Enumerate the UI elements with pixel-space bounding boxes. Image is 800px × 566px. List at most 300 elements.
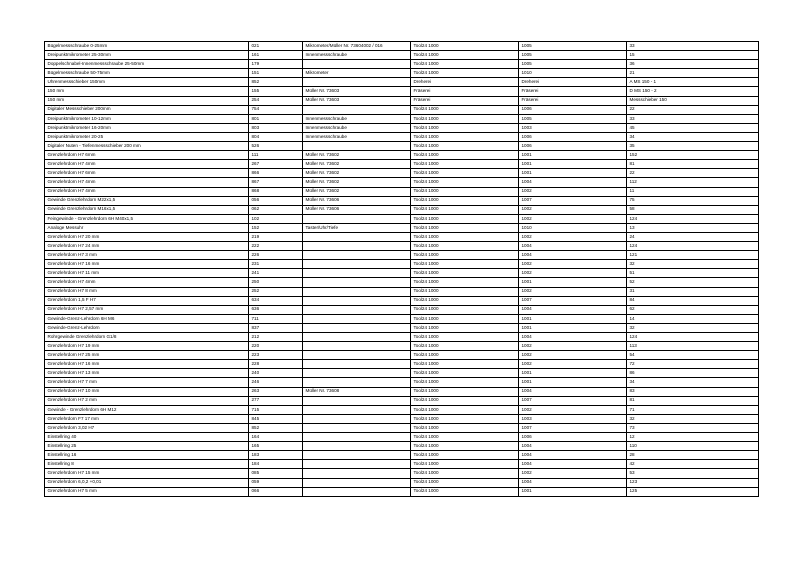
table-cell: 267 (249, 160, 303, 169)
table-cell: 1001 (519, 169, 627, 178)
table-cell: Müller Nr. 73603 (303, 87, 411, 96)
table-cell: 1001 (519, 314, 627, 323)
table-cell (303, 60, 411, 69)
table-cell (303, 278, 411, 287)
table-cell: 72 (627, 360, 759, 369)
table-cell: Innenmessschraube (303, 123, 411, 132)
table-cell: 1005 (519, 60, 627, 69)
table-cell: Grenzlehrdorn 6,0,2 +0,01 (45, 478, 249, 487)
table-row (45, 451, 759, 460)
table-cell: 263 (249, 387, 303, 396)
table-cell: Tool24 1000 (411, 414, 519, 423)
table-cell: 42 (627, 460, 759, 469)
table-cell: 151 (249, 69, 303, 78)
table-cell: 21 (627, 69, 759, 78)
table-cell: 1003 (519, 414, 627, 423)
table-cell: Einstellring 8 (45, 460, 249, 469)
table-cell: 837 (249, 323, 303, 332)
table-cell: 184 (249, 460, 303, 469)
table-cell: Fräserei (519, 96, 627, 105)
table-cell: 1002 (519, 342, 627, 351)
table-cell: 085 (249, 469, 303, 478)
table-cell: Fräserei (411, 96, 519, 105)
table-cell: 110 (627, 442, 759, 451)
table-cell: 231 (249, 260, 303, 269)
table-cell: 1006 (519, 132, 627, 141)
table-cell: 867 (249, 178, 303, 187)
table-cell: Bügelmessschraube 0-25mm (45, 42, 249, 51)
table-row (45, 314, 759, 323)
table-cell: Grenzlehrdorn H7 10 mm (45, 387, 249, 396)
table-cell: 212 (249, 333, 303, 342)
table-cell: 75 (627, 196, 759, 205)
table-cell: 1001 (519, 151, 627, 160)
table-cell: 51 (627, 269, 759, 278)
table-cell (303, 478, 411, 487)
table-cell (303, 460, 411, 469)
table-cell: 226 (249, 251, 303, 260)
table-cell: Müller Nr. 73602 (303, 187, 411, 196)
table-cell: 1005 (519, 42, 627, 51)
table-cell: Dreipunktmikrometer 16-20mm (45, 123, 249, 132)
table-cell: Tool24 1000 (411, 396, 519, 405)
table-cell: Tool24 1000 (411, 42, 519, 51)
table-cell: 526 (249, 142, 303, 151)
table-cell (303, 414, 411, 423)
table-cell: 36 (627, 60, 759, 69)
table-cell: 1006 (519, 142, 627, 151)
table-cell (303, 305, 411, 314)
table-cell: 22 (627, 169, 759, 178)
table-cell: Innenmessschraube (303, 51, 411, 60)
table-cell: 1010 (519, 69, 627, 78)
measuring-tools-table (44, 41, 759, 497)
table-cell: Digitaler Messschieber 200mm (45, 105, 249, 114)
table-row (45, 196, 759, 205)
table-cell: Grenzlehrdorn H7 4mm (45, 160, 249, 169)
table-row (45, 151, 759, 160)
table-cell: Mikrometer/Müller Nr. 73604002 / 016 (303, 42, 411, 51)
table-cell: 150 mm (45, 87, 249, 96)
table-cell: 33 (627, 114, 759, 123)
table-row (45, 242, 759, 251)
table-cell: 1001 (519, 369, 627, 378)
table-cell: 711 (249, 314, 303, 323)
table-cell: Rohrgewinde Grenzlehrdorn G1/8 (45, 333, 249, 342)
table-row (45, 442, 759, 451)
table-cell: Grenzlehrdorn H7 6mm (45, 169, 249, 178)
table-cell: 1002 (519, 405, 627, 414)
table-cell (303, 232, 411, 241)
table-row (45, 433, 759, 442)
table-cell: 715 (249, 405, 303, 414)
table-cell (303, 214, 411, 223)
table-cell: Grenzlehrdorn H7 16 mm (45, 360, 249, 369)
table-cell: 1010 (519, 223, 627, 232)
table-cell: 1001 (519, 378, 627, 387)
table-cell: 32 (627, 414, 759, 423)
table-cell: Tool24 1000 (411, 251, 519, 260)
table-cell: Tool24 1000 (411, 260, 519, 269)
table-row (45, 78, 759, 87)
table-cell: 1002 (519, 287, 627, 296)
table-cell: 1007 (519, 196, 627, 205)
table-cell: 1001 (519, 160, 627, 169)
table-cell: Messschieber 150 (627, 96, 759, 105)
table-cell (303, 296, 411, 305)
table-cell: 1002 (519, 269, 627, 278)
table-cell: 121 (627, 251, 759, 260)
table-cell: Gewinde-Grenz-Lehrdorn (45, 323, 249, 332)
table-cell: Innenmessschraube (303, 132, 411, 141)
table-cell: Tool24 1000 (411, 423, 519, 432)
table-cell: 1001 (519, 487, 627, 496)
table-cell: 1002 (519, 260, 627, 269)
table-body (45, 42, 759, 497)
table-row (45, 132, 759, 141)
table-cell: 1003 (519, 123, 627, 132)
table-cell: 852 (249, 78, 303, 87)
table-cell: 35 (627, 142, 759, 151)
table-cell: 165 (249, 442, 303, 451)
table-row (45, 187, 759, 196)
table-cell: Tool24 1000 (411, 205, 519, 214)
table-cell: 155 (249, 87, 303, 96)
table-cell: Grenzlehrdorn H7 20 mm (45, 232, 249, 241)
table-row (45, 205, 759, 214)
table-cell (303, 487, 411, 496)
table-row (45, 369, 759, 378)
table-row (45, 351, 759, 360)
table-cell: 125 (627, 487, 759, 496)
table-cell: 223 (249, 351, 303, 360)
table-cell: 28 (627, 451, 759, 460)
table-row (45, 105, 759, 114)
table-cell: 803 (249, 123, 303, 132)
table-row (45, 460, 759, 469)
table-cell: 1002 (519, 351, 627, 360)
table-cell: Bügelmessschraube 50-75mm (45, 69, 249, 78)
table-cell: 056 (249, 196, 303, 205)
table-cell: 1004 (519, 387, 627, 396)
table-cell: Tool24 1000 (411, 487, 519, 496)
table-cell: Gewinde Grenzlehrdorn M22x1,5 (45, 196, 249, 205)
table-cell: Tool24 1000 (411, 369, 519, 378)
table-cell: Einstellring 25 (45, 442, 249, 451)
table-cell: D MS 150 - 2 (627, 87, 759, 96)
table-cell: 58 (627, 205, 759, 214)
table-cell (303, 396, 411, 405)
table-cell: 1007 (519, 396, 627, 405)
table-cell (303, 423, 411, 432)
table-cell: Tool24 1000 (411, 151, 519, 160)
table-cell: Grenzlehrdorn 3,02 H7 (45, 423, 249, 432)
table-cell (303, 342, 411, 351)
table-row (45, 96, 759, 105)
table-cell: 124 (627, 242, 759, 251)
table-cell: 34 (627, 378, 759, 387)
table-cell: Grenzlehrdorn H7 24 mm (45, 242, 249, 251)
table-cell: 277 (249, 396, 303, 405)
table-row (45, 178, 759, 187)
table-cell: Grenzlehrdorn 1,5 F H7 (45, 296, 249, 305)
table-cell: 124 (627, 214, 759, 223)
table-cell: 31 (627, 287, 759, 296)
table-row (45, 69, 759, 78)
table-row (45, 123, 759, 132)
table-cell: 1006 (519, 433, 627, 442)
table-container (44, 41, 758, 497)
table-row (45, 114, 759, 123)
table-cell: 164 (249, 433, 303, 442)
table-cell: 1005 (519, 114, 627, 123)
table-row (45, 287, 759, 296)
table-cell: 1002 (519, 469, 627, 478)
table-cell (303, 369, 411, 378)
table-row (45, 169, 759, 178)
table-cell (303, 451, 411, 460)
table-cell: 22 (627, 105, 759, 114)
table-cell: Tool24 1000 (411, 232, 519, 241)
table-cell: Grenzlehrdorn H7 13 mm (45, 369, 249, 378)
table-cell: 52 (627, 278, 759, 287)
table-cell: Dreherei (519, 78, 627, 87)
table-cell: 1002 (519, 214, 627, 223)
table-cell: Müller Nr. 73608 (303, 387, 411, 396)
table-cell: Tool24 1000 (411, 442, 519, 451)
table-cell: 73 (627, 423, 759, 432)
table-cell: 1007 (519, 423, 627, 432)
table-cell: Dreipunktmikrometer 25-30mm (45, 51, 249, 60)
table-row (45, 478, 759, 487)
table-cell: Grenzlehrdorn H7 8 mm (45, 287, 249, 296)
table-cell: Tool24 1000 (411, 278, 519, 287)
table-cell: 111 (249, 151, 303, 160)
table-cell: 1001 (519, 278, 627, 287)
table-cell: Tool24 1000 (411, 123, 519, 132)
table-cell: Tool24 1000 (411, 387, 519, 396)
table-cell: 868 (249, 187, 303, 196)
table-cell: 1004 (519, 442, 627, 451)
table-row (45, 333, 759, 342)
table-cell: Gewinde-Grenz-Lehrdorn 6H M6 (45, 314, 249, 323)
table-cell: 1007 (519, 296, 627, 305)
table-cell: Tool24 1000 (411, 160, 519, 169)
table-cell: 14 (627, 314, 759, 323)
table-row (45, 423, 759, 432)
table-cell: 1004 (519, 478, 627, 487)
table-cell: 81 (627, 396, 759, 405)
table-cell: Dreherei (411, 78, 519, 87)
table-cell: 059 (249, 478, 303, 487)
table-cell: 1004 (519, 333, 627, 342)
table-cell: 804 (249, 132, 303, 141)
table-cell: 152 (249, 223, 303, 232)
table-cell: Feingewinde - Grenzlehrdorn 6H M40x1,5 (45, 214, 249, 223)
table-cell: 183 (249, 451, 303, 460)
table-cell: Mikrometer (303, 69, 411, 78)
table-cell: 852 (249, 423, 303, 432)
table-cell: Uhrenmessschieber 150mm (45, 78, 249, 87)
table-cell: 066 (249, 487, 303, 496)
table-cell: Müller Nr. 73603 (303, 96, 411, 105)
table-cell: Tool24 1000 (411, 214, 519, 223)
table-cell: Grenzlehrdorn H7 3 mm (45, 251, 249, 260)
table-cell: Tool24 1000 (411, 314, 519, 323)
table-cell: Grenzlehrdorn H7 2 mm (45, 396, 249, 405)
table-cell: 240 (249, 369, 303, 378)
table-cell: 113 (627, 342, 759, 351)
table-row (45, 232, 759, 241)
table-row (45, 396, 759, 405)
table-cell: Grenzlehrdorn H7 19 mm (45, 342, 249, 351)
table-cell: 1004 (519, 460, 627, 469)
table-cell: 112 (627, 178, 759, 187)
table-row (45, 378, 759, 387)
table-cell: Tool24 1000 (411, 360, 519, 369)
table-cell (303, 251, 411, 260)
table-cell: 179 (249, 60, 303, 69)
table-cell (303, 469, 411, 478)
table-cell: 86 (627, 369, 759, 378)
table-cell: Grenzlehrdorn H7 2,57 mm (45, 305, 249, 314)
table-cell (303, 269, 411, 278)
table-cell: Gewinde - Grenzlehrdorn 6H M12 (45, 405, 249, 414)
table-row (45, 405, 759, 414)
table-cell: Tool24 1000 (411, 60, 519, 69)
table-cell: Digitaler Nuten - Tiefenmessschieber 200 mm (45, 142, 249, 151)
table-cell: Tool24 1000 (411, 196, 519, 205)
table-cell: 81 (627, 160, 759, 169)
table-cell (303, 142, 411, 151)
table-row (45, 387, 759, 396)
table-cell: Dreipunktmikrometer 20-25 (45, 132, 249, 141)
table-cell: 24 (627, 232, 759, 241)
table-cell: 252 (249, 287, 303, 296)
table-cell: 53 (627, 469, 759, 478)
table-cell: Doppelschnabel-Innenmessschraube 25-50mm (45, 60, 249, 69)
table-cell (303, 351, 411, 360)
table-cell (303, 314, 411, 323)
table-row (45, 342, 759, 351)
table-cell: 241 (249, 269, 303, 278)
table-cell: Taster/Uhr/Tiefe (303, 223, 411, 232)
table-cell: 11 (627, 187, 759, 196)
table-cell: 32 (627, 323, 759, 332)
table-row (45, 223, 759, 232)
table-cell: Grenzlehrdorn H7 4mm (45, 278, 249, 287)
table-cell: 1002 (519, 360, 627, 369)
table-cell: Tool24 1000 (411, 451, 519, 460)
table-row (45, 305, 759, 314)
table-cell: Tool24 1000 (411, 342, 519, 351)
table-row (45, 469, 759, 478)
table-cell: Tool24 1000 (411, 433, 519, 442)
table-cell: 54 (627, 351, 759, 360)
table-row (45, 214, 759, 223)
table-cell: Grenzlehrdorn H7 5 mm (45, 487, 249, 496)
table-row (45, 296, 759, 305)
table-cell: 1001 (519, 323, 627, 332)
table-cell: Tool24 1000 (411, 287, 519, 296)
table-cell: Müller Nr. 73606 (303, 205, 411, 214)
table-cell: Tool24 1000 (411, 114, 519, 123)
table-cell: 84 (627, 296, 759, 305)
table-row (45, 160, 759, 169)
table-row (45, 278, 759, 287)
table-cell: Müller Nr. 73602 (303, 178, 411, 187)
table-cell: 1005 (519, 51, 627, 60)
table-cell: Tool24 1000 (411, 187, 519, 196)
table-cell: Tool24 1000 (411, 269, 519, 278)
table-row (45, 42, 759, 51)
table-cell: Tool24 1000 (411, 405, 519, 414)
table-cell: Tool24 1000 (411, 333, 519, 342)
table-cell (303, 105, 411, 114)
table-cell: Tool24 1000 (411, 296, 519, 305)
table-cell: Tool24 1000 (411, 378, 519, 387)
table-cell: 228 (249, 360, 303, 369)
table-cell: Tool24 1000 (411, 105, 519, 114)
table-cell (303, 433, 411, 442)
table-cell: 123 (627, 478, 759, 487)
table-cell: Innenmessschraube (303, 114, 411, 123)
table-row (45, 323, 759, 332)
table-cell: 1002 (519, 232, 627, 241)
table-cell: 1004 (519, 305, 627, 314)
table-cell: 801 (249, 114, 303, 123)
table-cell: Grenzlehrdorn H7 4mm (45, 187, 249, 196)
table-cell: Grenzlehrdorn H7 16 mm (45, 260, 249, 269)
table-row (45, 269, 759, 278)
table-cell: 124 (627, 333, 759, 342)
table-row (45, 260, 759, 269)
table-cell: Analoge Messuhr (45, 223, 249, 232)
table-cell (303, 287, 411, 296)
table-cell: 83 (627, 387, 759, 396)
table-cell: Tool24 1000 (411, 142, 519, 151)
table-row (45, 251, 759, 260)
table-cell: 33 (627, 42, 759, 51)
table-cell: Fräserei (519, 87, 627, 96)
table-cell: Tool24 1000 (411, 223, 519, 232)
table-cell: 754 (249, 105, 303, 114)
table-row (45, 414, 759, 423)
table-cell: Tool24 1000 (411, 323, 519, 332)
table-cell: Tool24 1000 (411, 69, 519, 78)
table-cell: 636 (249, 305, 303, 314)
table-cell (303, 442, 411, 451)
table-cell: Grenzlehrdorn H7 11 mm (45, 269, 249, 278)
table-cell: 250 (249, 278, 303, 287)
table-cell (303, 405, 411, 414)
table-cell: Tool24 1000 (411, 242, 519, 251)
table-cell: 062 (249, 205, 303, 214)
table-cell: 150 mm (45, 96, 249, 105)
table-cell: Tool24 1000 (411, 469, 519, 478)
table-cell: 62 (627, 305, 759, 314)
table-cell: Grenzlehrdorn H7 6mm (45, 151, 249, 160)
table-cell: 246 (249, 378, 303, 387)
table-cell (303, 333, 411, 342)
table-cell: 102 (249, 214, 303, 223)
table-row (45, 487, 759, 496)
table-cell: 634 (249, 296, 303, 305)
table-cell: Müller Nr. 73606 (303, 196, 411, 205)
table-cell (303, 360, 411, 369)
table-cell: A MS 150 - 1 (627, 78, 759, 87)
table-row (45, 60, 759, 69)
